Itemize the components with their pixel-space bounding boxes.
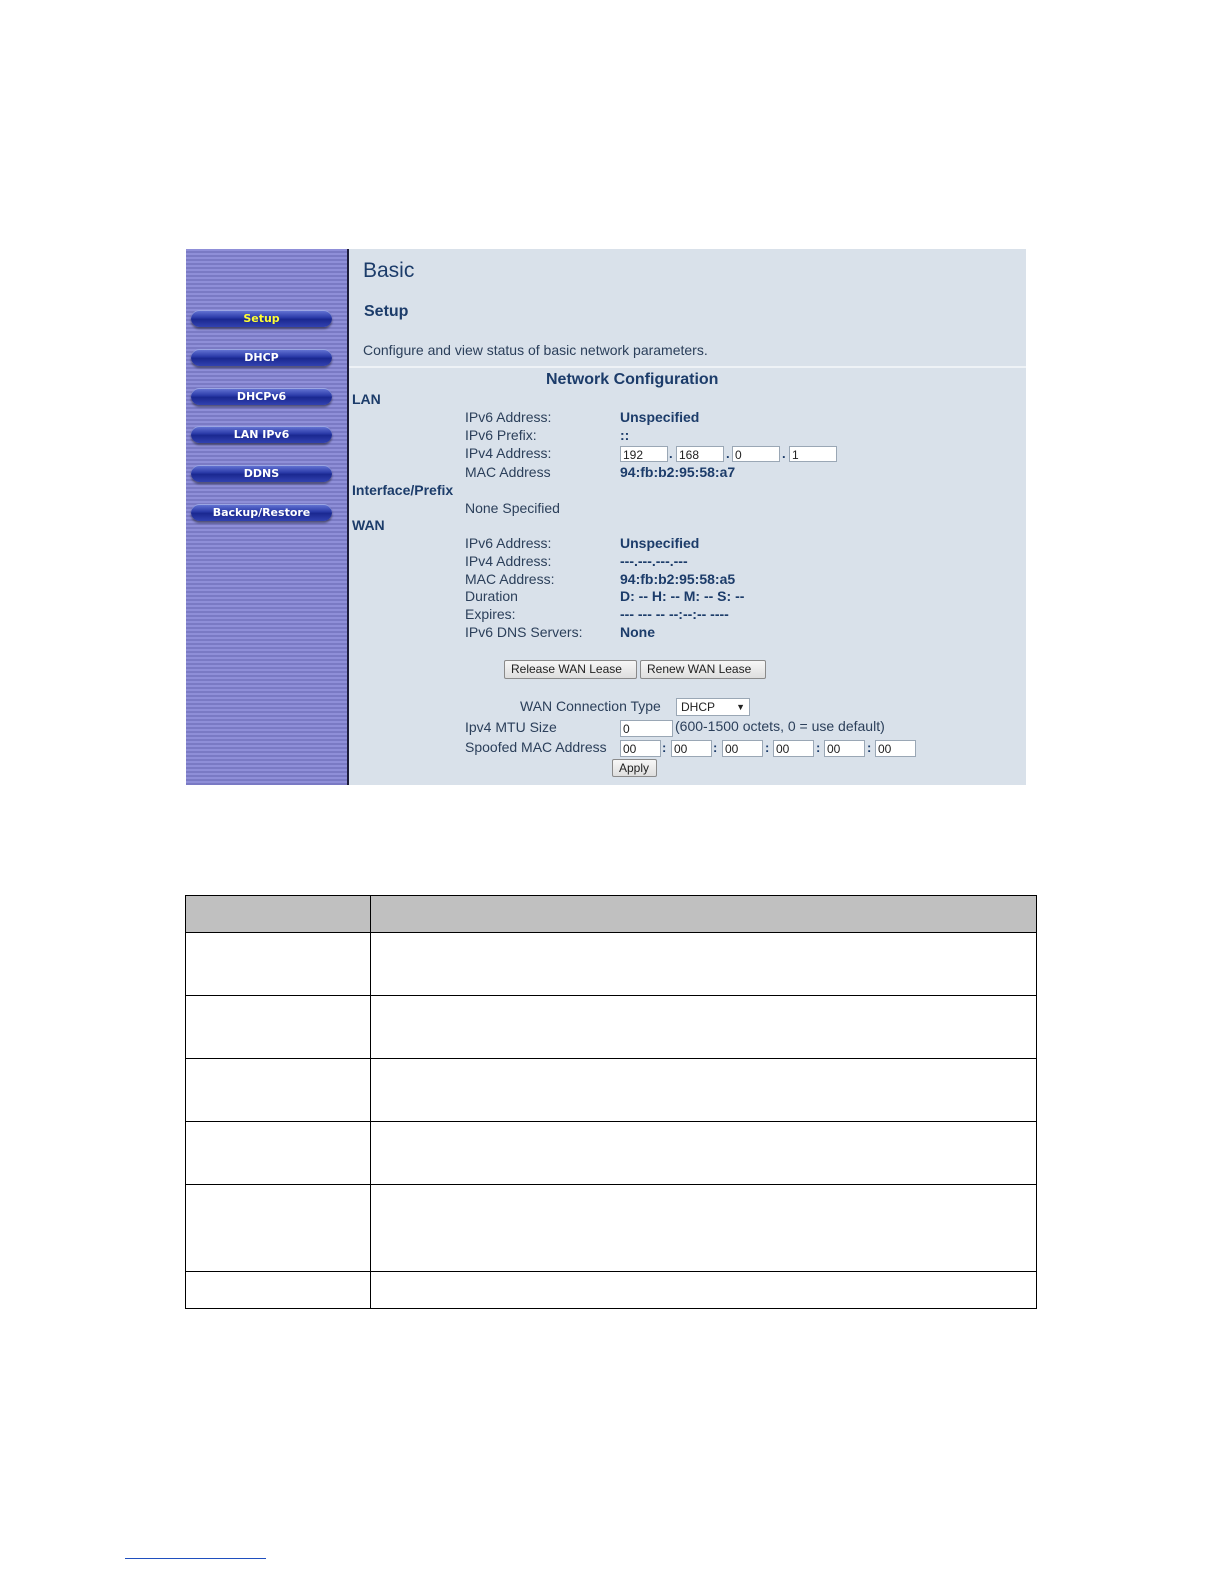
- table-cell: [186, 1272, 371, 1309]
- lan-ipv6-address-label: IPv6 Address:: [465, 409, 552, 425]
- apply-button[interactable]: Apply: [612, 759, 657, 777]
- table-header-cell: [371, 896, 1037, 933]
- wan-duration-value: D: -- H: -- M: -- S: --: [620, 588, 745, 604]
- table-cell: [371, 1122, 1037, 1185]
- wan-mac-address-value: 94:fb:b2:95:58:a5: [620, 571, 736, 587]
- router-admin-screenshot: [186, 249, 1026, 785]
- table-row: [186, 1122, 1037, 1185]
- lan-ipv4-octet-1-input[interactable]: 192: [620, 446, 668, 462]
- table-row: [186, 933, 1037, 996]
- sidebar-item-backup-restore[interactable]: Backup/Restore: [191, 504, 332, 521]
- renew-wan-lease-button[interactable]: Renew WAN Lease: [640, 660, 766, 679]
- lan-ipv6-address-value: Unspecified: [620, 409, 700, 425]
- spoofed-mac-octet-1-input[interactable]: 00: [620, 740, 661, 757]
- lan-mac-address-value: 94:fb:b2:95:58:a7: [620, 464, 736, 480]
- sidebar-item-dhcpv6[interactable]: DHCPv6: [191, 388, 332, 405]
- lan-ipv6-prefix-value: ::: [620, 427, 630, 443]
- dropdown-arrow-icon: ▼: [736, 702, 745, 712]
- wan-connection-type-select[interactable]: [676, 698, 750, 716]
- table-cell: [186, 933, 371, 996]
- table-cell: [186, 996, 371, 1059]
- wan-expires-value: --- --- -- --:--:-- ----: [620, 606, 729, 622]
- ipv4-separator: .: [726, 446, 730, 461]
- wan-connection-type-selected: DHCP: [681, 700, 716, 714]
- divider: [349, 366, 1026, 368]
- table-header-row: [186, 896, 1037, 933]
- release-wan-lease-button[interactable]: Release WAN Lease: [504, 660, 637, 679]
- mtu-size-input[interactable]: 0: [620, 720, 673, 737]
- sidebar: [186, 249, 349, 785]
- mtu-size-label: Ipv4 MTU Size: [465, 719, 557, 735]
- sidebar-item-lan-ipv6[interactable]: LAN IPv6: [191, 426, 332, 443]
- footnote-rule: [125, 1558, 266, 1559]
- lan-mac-address-label: MAC Address: [465, 464, 551, 480]
- table-cell: [186, 1059, 371, 1122]
- table-cell: [371, 1059, 1037, 1122]
- mac-separator: :: [765, 740, 770, 755]
- wan-ipv6-address-value: Unspecified: [620, 535, 700, 551]
- lan-ipv4-octet-4-input[interactable]: 1: [789, 446, 837, 462]
- interface-prefix-value: None Specified: [465, 500, 560, 516]
- wan-duration-label: Duration: [465, 588, 518, 604]
- mac-separator: :: [662, 740, 667, 755]
- spoofed-mac-octet-2-input[interactable]: 00: [671, 740, 712, 757]
- lan-ipv4-octet-2-input[interactable]: 168: [676, 446, 724, 462]
- mac-separator: :: [713, 740, 718, 755]
- table-cell: [371, 1272, 1037, 1309]
- lan-ipv4-address-label: IPv4 Address:: [465, 445, 552, 461]
- wan-connection-type-label: WAN Connection Type: [520, 698, 661, 714]
- wan-dns-servers-label: IPv6 DNS Servers:: [465, 624, 583, 640]
- mac-separator: :: [816, 740, 821, 755]
- table-header-cell: [186, 896, 371, 933]
- sidebar-item-setup[interactable]: Setup: [191, 310, 332, 327]
- sidebar-item-dhcp[interactable]: DHCP: [191, 349, 332, 366]
- table-cell: [186, 1185, 371, 1272]
- section-title: Setup: [364, 303, 409, 320]
- ipv4-separator: .: [669, 446, 673, 461]
- lan-group-label: LAN: [352, 391, 381, 407]
- wan-expires-label: Expires:: [465, 606, 516, 622]
- table-cell: [371, 933, 1037, 996]
- spoofed-mac-label: Spoofed MAC Address: [465, 739, 607, 755]
- spoofed-mac-octet-3-input[interactable]: 00: [722, 740, 763, 757]
- wan-dns-servers-value: None: [620, 624, 655, 640]
- page-title: Basic: [363, 259, 415, 282]
- wan-mac-address-label: MAC Address:: [465, 571, 555, 587]
- spoofed-mac-octet-4-input[interactable]: 00: [773, 740, 814, 757]
- mac-separator: :: [867, 740, 872, 755]
- interface-prefix-label: Interface/Prefix: [352, 482, 454, 498]
- wan-ipv4-address-value: ---.---.---.---: [620, 553, 688, 569]
- spoofed-mac-octet-5-input[interactable]: 00: [824, 740, 865, 757]
- table-row: [186, 996, 1037, 1059]
- description-table: [185, 895, 1037, 1309]
- ipv4-separator: .: [782, 446, 786, 461]
- table-row: [186, 1059, 1037, 1122]
- main-content: [349, 249, 1026, 785]
- table-cell: [371, 996, 1037, 1059]
- wan-ipv4-address-label: IPv4 Address:: [465, 553, 552, 569]
- network-config-title: Network Configuration: [546, 371, 719, 388]
- table-cell: [186, 1122, 371, 1185]
- mtu-size-hint: (600-1500 octets, 0 = use default): [675, 718, 885, 734]
- page-description: Configure and view status of basic network parameters.: [363, 342, 708, 358]
- table-cell: [371, 1185, 1037, 1272]
- spoofed-mac-octet-6-input[interactable]: 00: [875, 740, 916, 757]
- table-row: [186, 1185, 1037, 1272]
- lan-ipv6-prefix-label: IPv6 Prefix:: [465, 427, 537, 443]
- table-row: [186, 1272, 1037, 1309]
- sidebar-item-ddns[interactable]: DDNS: [191, 465, 332, 482]
- wan-group-label: WAN: [352, 517, 385, 533]
- wan-ipv6-address-label: IPv6 Address:: [465, 535, 552, 551]
- lan-ipv4-octet-3-input[interactable]: 0: [732, 446, 780, 462]
